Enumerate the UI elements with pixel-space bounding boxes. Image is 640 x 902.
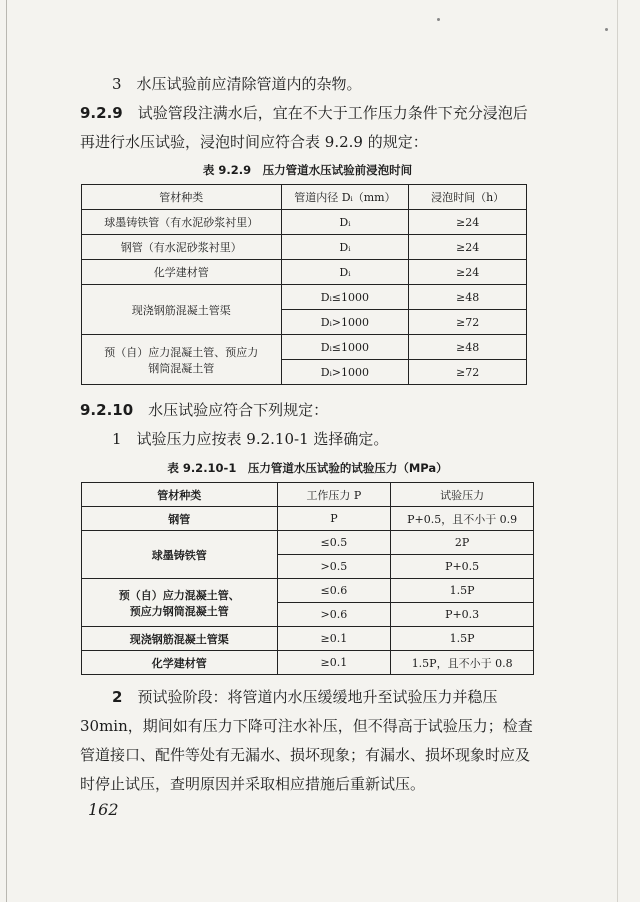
table-header-row: [82, 483, 534, 507]
table-9-2-9-caption: 表 9.2.9 压力管道水压试验前浸泡时间: [202, 163, 413, 177]
header-material: 管材种类: [82, 483, 278, 507]
table-row: >0.5 P+0.5: [82, 555, 534, 579]
table-row: 球墨铸铁管 ≤0.5 2P: [82, 531, 534, 555]
table-row: >0.6 P+0.3: [82, 603, 534, 627]
scan-speck: [437, 18, 440, 21]
table-row: 球墨铸铁管（有水泥砂浆衬里） Dᵢ ≥24: [82, 210, 527, 235]
table-9-2-9: [81, 184, 527, 385]
clause-number: 9.2.10: [80, 401, 134, 419]
header-work-pressure: 工作压力 P: [277, 483, 391, 507]
header-diameter: 管道内径 Dᵢ（mm）: [281, 185, 409, 210]
scan-speck: [605, 28, 608, 31]
scan-edge-line: [6, 0, 7, 902]
table-row: 现浇钢筋混凝土管渠 Dᵢ≤1000 ≥48: [82, 285, 527, 310]
table-header-row: [82, 185, 527, 210]
table-row: Dᵢ>1000 ≥72: [82, 360, 527, 385]
header-time: 浸泡时间（h）: [409, 185, 527, 210]
table-9-2-10-1-caption: 表 9.2.10-1 压力管道水压试验的试验压力（MPa）: [167, 461, 448, 475]
paragraph-2: 2 预试验阶段：将管道内水压缓缓地升至试验压力并稳压 30min，期间如有压力下降可注水补压，但不得高于试验压力；检查管道接口、配件等处有无漏水、损坏现象；有漏水、损坏现象时应及时停止试压，查明原因并采取相应措施后重新试压。: [80, 688, 533, 793]
clause-number: 9.2.9: [80, 104, 123, 122]
page-number: 162: [88, 800, 119, 819]
table-row: 钢管（有水泥砂浆衬里） Dᵢ ≥24: [82, 235, 527, 260]
table-row: 钢管 P P+0.5，且不小于 0.9: [82, 507, 534, 531]
table-row: 化学建材管 Dᵢ ≥24: [82, 260, 527, 285]
clause-number: 2: [112, 688, 123, 706]
table-9-2-10-1: [81, 482, 534, 675]
table-row: 预（自）应力混凝土管、 预应力钢筒混凝土管 ≤0.6 1.5P: [82, 579, 534, 603]
table-row: 预（自）应力混凝土管、预应力钢筒混凝土管 Dᵢ≤1000 ≥48: [82, 335, 527, 360]
table-row: 化学建材管 ≥0.1 1.5P，且不小于 0.8: [82, 651, 534, 675]
header-test-pressure: 试验压力: [391, 483, 534, 507]
header-material: 管材种类: [82, 185, 282, 210]
scan-edge-line-right: [617, 0, 618, 902]
paragraph-1: 1 试验压力应按表 9.2.10-1 选择确定。: [112, 430, 389, 448]
paragraph-3: 3 水压试验前应清除管道内的杂物。: [112, 75, 362, 93]
paragraph-9-2-9: 9.2.9 试验管段注满水后，宜在不大于工作压力条件下充分浸泡后再进行水压试验，浸泡时间应符合表 9.2.9 的规定：: [80, 104, 528, 151]
table-row: 现浇钢筋混凝土管渠 ≥0.1 1.5P: [82, 627, 534, 651]
table-row: Dᵢ>1000 ≥72: [82, 310, 527, 335]
paragraph-9-2-10: 9.2.10 水压试验应符合下列规定：: [80, 401, 329, 419]
